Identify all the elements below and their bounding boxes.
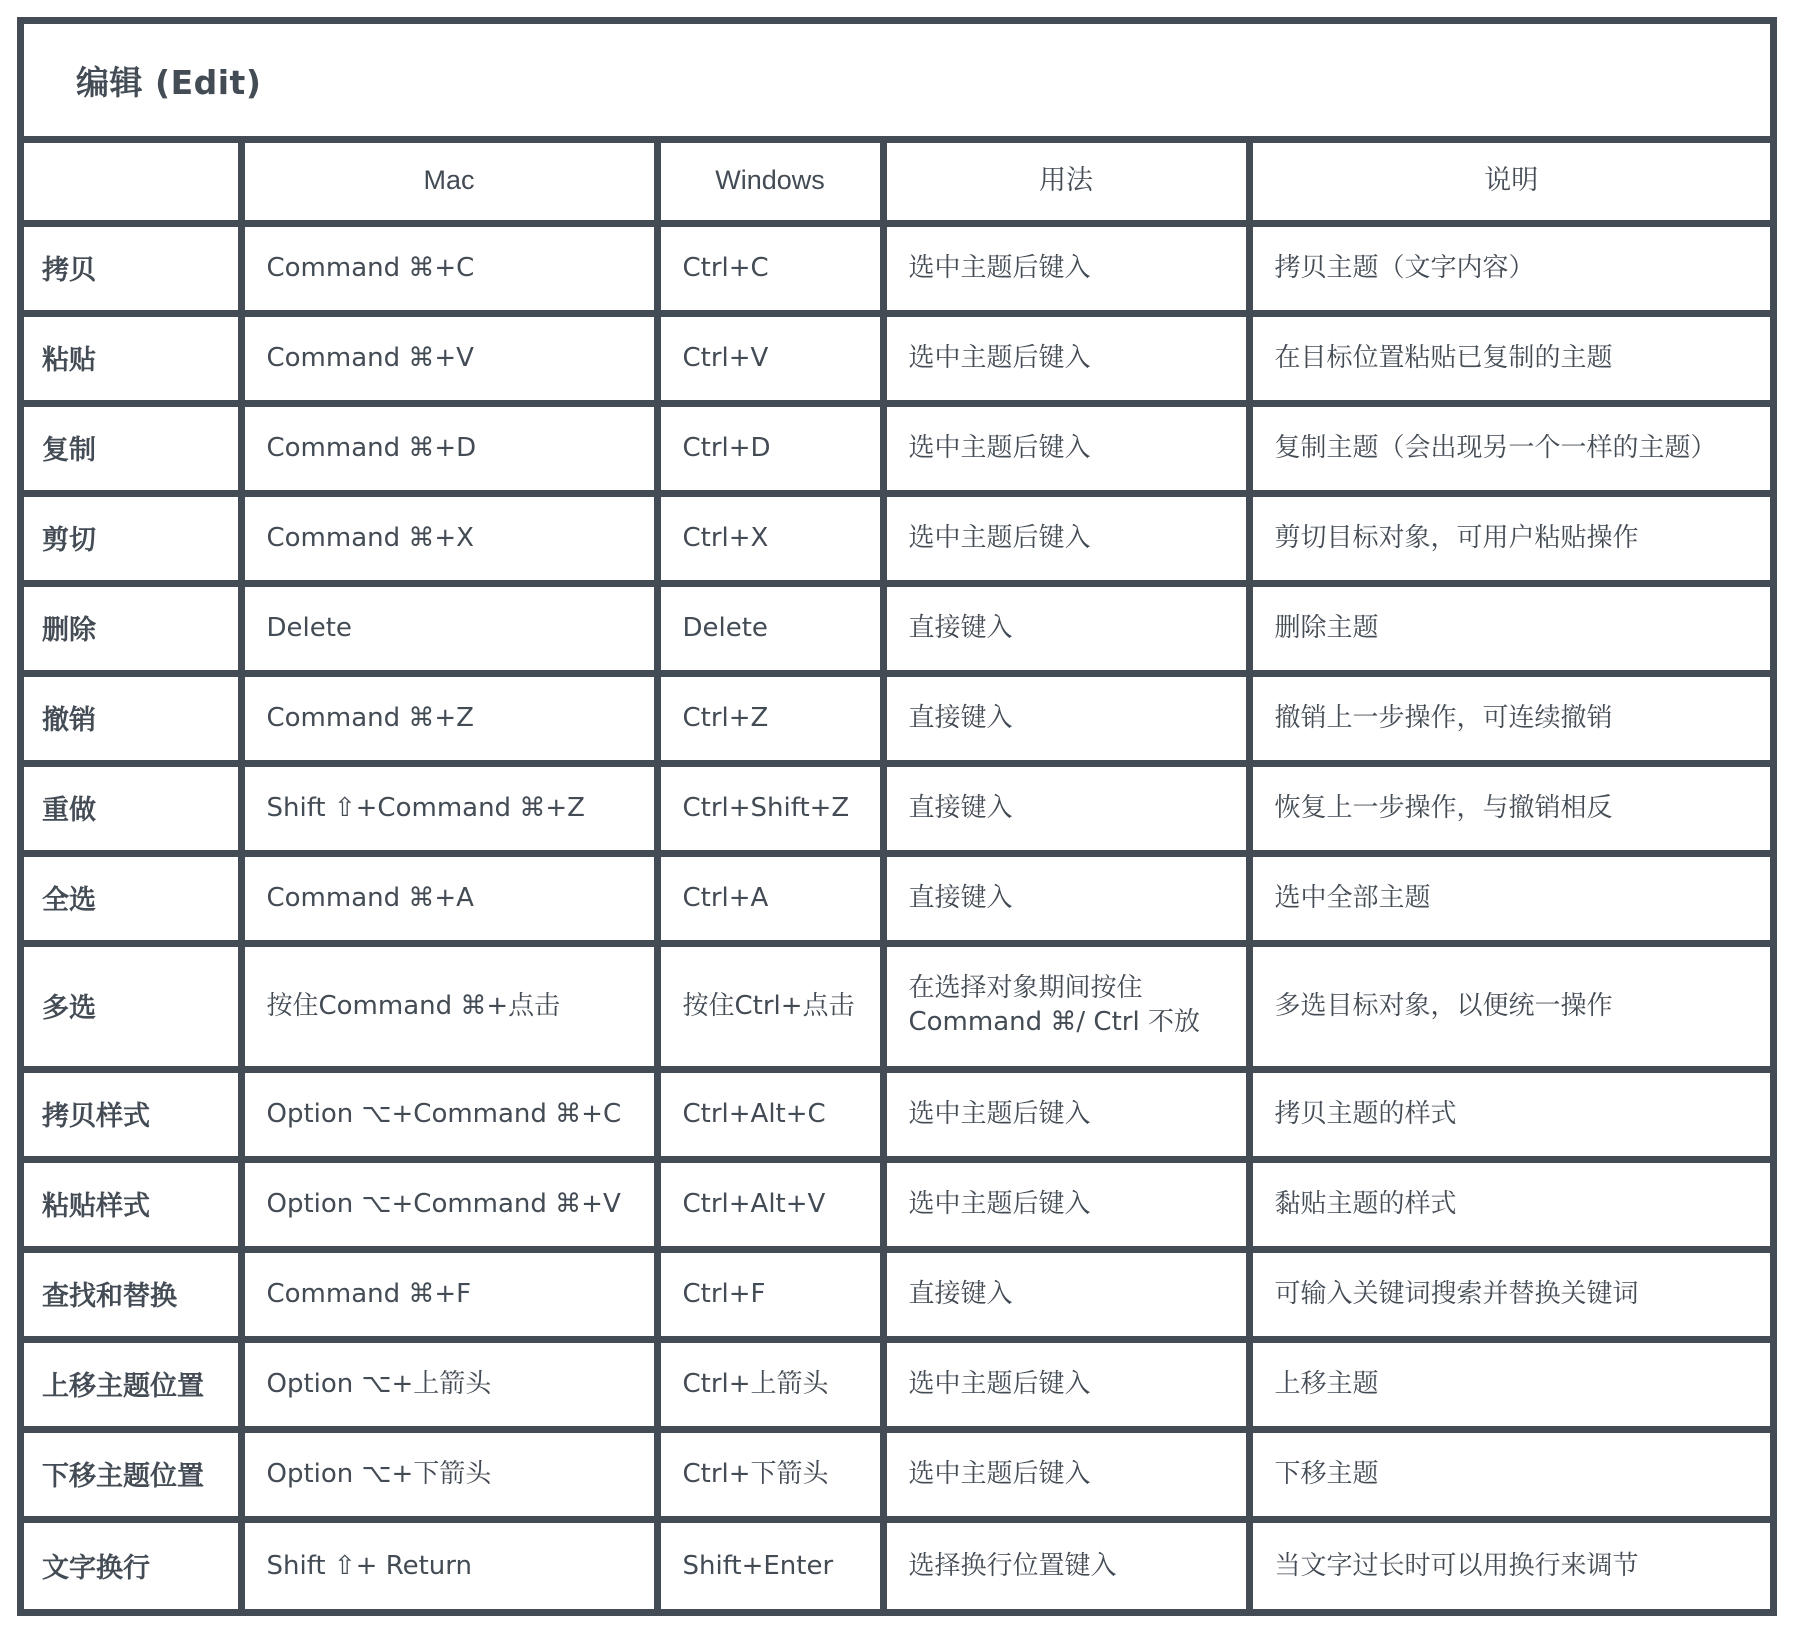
windows-shortcut-cell: Ctrl+A [657,853,883,943]
mac-shortcut-cell: 按住Command ⌘+点击 [241,943,657,1069]
page-title: 编辑 (Edit) [76,62,262,102]
table-row [24,1519,1770,1609]
mac-shortcut-cell: Shift ⇧+ Return [241,1519,657,1609]
mac-shortcut-cell: Command ⌘+C [241,223,657,313]
mac-shortcut-cell: Command ⌘+V [241,313,657,403]
description-cell: 可输入关键词搜索并替换关键词 [1249,1249,1770,1339]
action-cell: 下移主题位置 [24,1429,241,1519]
mac-shortcut-cell: Option ⌥+Command ⌘+C [241,1069,657,1159]
windows-shortcut-cell: Delete [657,583,883,673]
table-row [24,1249,1770,1339]
windows-shortcut-cell: Ctrl+下箭头 [657,1429,883,1519]
description-cell: 删除主题 [1249,583,1770,673]
description-cell: 恢复上一步操作，与撤销相反 [1249,763,1770,853]
mac-shortcut-cell: Option ⌥+下箭头 [241,1429,657,1519]
usage-cell: 选中主题后键入 [883,493,1249,583]
mac-shortcut-cell: Option ⌥+上箭头 [241,1339,657,1429]
table-row [24,1429,1770,1519]
description-cell: 撤销上一步操作，可连续撤销 [1249,673,1770,763]
windows-shortcut-cell: Ctrl+X [657,493,883,583]
windows-shortcut-cell: Ctrl+D [657,403,883,493]
action-cell: 复制 [24,403,241,493]
action-cell: 多选 [24,943,241,1069]
description-cell: 在目标位置粘贴已复制的主题 [1249,313,1770,403]
action-cell: 粘贴 [24,313,241,403]
windows-shortcut-cell: Ctrl+F [657,1249,883,1339]
action-cell: 粘贴样式 [24,1159,241,1249]
table-row [24,1159,1770,1249]
table-row [24,1339,1770,1429]
description-cell: 上移主题 [1249,1339,1770,1429]
action-cell: 上移主题位置 [24,1339,241,1429]
usage-cell: 选中主题后键入 [883,1069,1249,1159]
description-cell: 选中全部主题 [1249,853,1770,943]
usage-cell: 选中主题后键入 [883,313,1249,403]
mac-shortcut-cell: Command ⌘+D [241,403,657,493]
action-cell: 全选 [24,853,241,943]
description-cell: 复制主题（会出现另一个一样的主题） [1249,403,1770,493]
usage-cell: 直接键入 [883,1249,1249,1339]
action-cell: 剪切 [24,493,241,583]
column-header-mac: Mac [241,143,657,223]
usage-cell: 直接键入 [883,583,1249,673]
table-row [24,403,1770,493]
description-cell: 多选目标对象，以便统一操作 [1249,943,1770,1069]
shortcut-table [24,143,1770,1609]
description-cell: 当文字过长时可以用换行来调节 [1249,1519,1770,1609]
table-row [24,223,1770,313]
mac-shortcut-cell: Command ⌘+X [241,493,657,583]
table-row [24,1069,1770,1159]
description-cell: 下移主题 [1249,1429,1770,1519]
usage-cell: 选中主题后键入 [883,403,1249,493]
description-cell: 黏贴主题的样式 [1249,1159,1770,1249]
column-header-description: 说明 [1249,143,1770,223]
column-header-usage: 用法 [883,143,1249,223]
table-row [24,853,1770,943]
column-header-windows: Windows [657,143,883,223]
windows-shortcut-cell: Ctrl+Shift+Z [657,763,883,853]
mac-shortcut-cell: Command ⌘+F [241,1249,657,1339]
table-row [24,493,1770,583]
windows-shortcut-cell: Ctrl+Alt+V [657,1159,883,1249]
table-row [24,673,1770,763]
description-cell: 剪切目标对象，可用户粘贴操作 [1249,493,1770,583]
action-cell: 拷贝 [24,223,241,313]
mac-shortcut-cell: Delete [241,583,657,673]
mac-shortcut-cell: Option ⌥+Command ⌘+V [241,1159,657,1249]
windows-shortcut-cell: Ctrl+C [657,223,883,313]
usage-cell: 在选择对象期间按住 Command ⌘/ Ctrl 不放 [883,943,1249,1069]
action-cell: 重做 [24,763,241,853]
table-row [24,763,1770,853]
table-row [24,943,1770,1069]
windows-shortcut-cell: Ctrl+V [657,313,883,403]
action-cell: 撤销 [24,673,241,763]
column-header-action [24,143,241,223]
table-row [24,313,1770,403]
header-row [24,143,1770,223]
description-cell: 拷贝主题（文字内容） [1249,223,1770,313]
usage-cell: 选中主题后键入 [883,1429,1249,1519]
usage-cell: 直接键入 [883,673,1249,763]
windows-shortcut-cell: Ctrl+Z [657,673,883,763]
mac-shortcut-cell: Shift ⇧+Command ⌘+Z [241,763,657,853]
description-cell: 拷贝主题的样式 [1249,1069,1770,1159]
windows-shortcut-cell: 按住Ctrl+点击 [657,943,883,1069]
table-row [24,583,1770,673]
usage-cell: 直接键入 [883,763,1249,853]
usage-cell: 选中主题后键入 [883,1339,1249,1429]
windows-shortcut-cell: Shift+Enter [657,1519,883,1609]
title-row [24,24,1770,143]
action-cell: 文字换行 [24,1519,241,1609]
action-cell: 拷贝样式 [24,1069,241,1159]
usage-cell: 选中主题后键入 [883,1159,1249,1249]
windows-shortcut-cell: Ctrl+上箭头 [657,1339,883,1429]
usage-cell: 选择换行位置键入 [883,1519,1249,1609]
usage-cell: 选中主题后键入 [883,223,1249,313]
windows-shortcut-cell: Ctrl+Alt+C [657,1069,883,1159]
action-cell: 删除 [24,583,241,673]
action-cell: 查找和替换 [24,1249,241,1339]
usage-cell: 直接键入 [883,853,1249,943]
shortcut-table-card [17,17,1777,1616]
mac-shortcut-cell: Command ⌘+Z [241,673,657,763]
mac-shortcut-cell: Command ⌘+A [241,853,657,943]
